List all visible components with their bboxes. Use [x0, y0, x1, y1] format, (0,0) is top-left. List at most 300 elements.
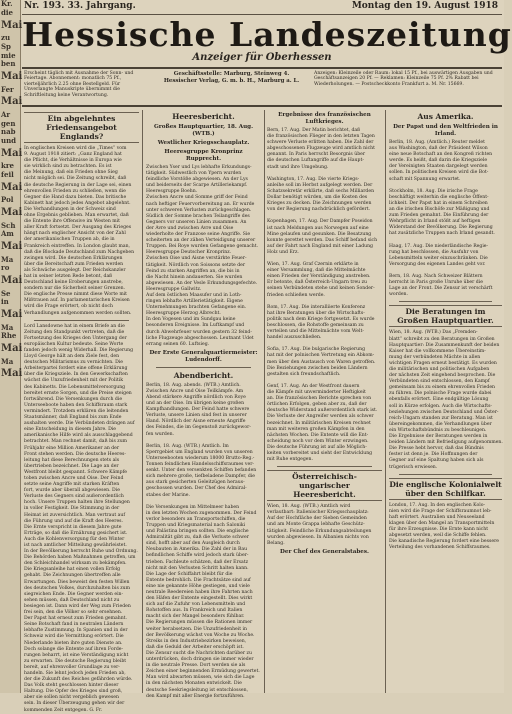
text-line: hat in seiner letzten Rede betont, daß — [24, 273, 113, 279]
text-line: mit Ruhe entgegen. — [267, 457, 313, 463]
text-line: abgeschossenen Flugzeuge wird amtlich nicht — [267, 146, 375, 152]
text-line: worden. — [389, 292, 408, 298]
text-line: nächsten Wochen. Die Entente will die Ent- — [267, 432, 369, 438]
text-line: des Feindes, die im Gegenstoß zurückgewor- — [146, 425, 251, 431]
text-line: in die neutrale Presse. Dort werden sie als — [146, 663, 246, 669]
text-line: rungen beharrt, ist eine Verständigung nicht — [24, 652, 129, 658]
text-line: lebhafte Zustimmung. In Spanien und in der — [24, 628, 128, 634]
text-line: wurden abgewiesen. In Albanien nichts von — [267, 534, 369, 540]
divider — [399, 474, 492, 475]
column-1 — [24, 110, 139, 713]
text-line: aller Kraft fortsetzt. Der Ausgang des Krieges — [24, 225, 132, 231]
text-line: deutsche Seekriegsleitung ist entschlossen, — [146, 687, 249, 693]
column-rule — [385, 110, 386, 693]
edge-text-fragment: Mai — [1, 309, 23, 320]
column-2 — [146, 110, 261, 699]
text-line: lichkeit. Der Papst hat in einem Schreiben — [389, 200, 488, 206]
edge-text-fragment: mie — [1, 50, 16, 60]
text-line: bereitet ernste Sorgen, und die Preise steigen — [24, 390, 132, 396]
text-line: den Schleichhandel wirksam zu bekämpfen. — [24, 561, 127, 567]
text-line: Die Ernte verspricht in diesem Jahre gute — [24, 524, 122, 530]
text-line: trieben. Fachleute schätzen, daß der Ersatz — [146, 559, 249, 565]
text-line: hoch. Unsere Truppen halten ihre Stellungen — [24, 500, 130, 506]
text-line: Erträge, so daß die Ernährung gesichert ist. — [24, 530, 128, 536]
text-line: für ihre Erzeugnisse. Die Ernte kann nicht — [389, 526, 489, 532]
text-line: Lebensmitteln weiter einzuschränken. Die — [389, 255, 488, 261]
edge-text-fragment: kre — [1, 161, 14, 171]
signature: Der Erste Generalquartiermeister: Ludendorff. — [149, 349, 258, 363]
text-line: Bern, 17. Aug. Der Matin berichtet, daß — [267, 128, 361, 133]
edge-text-fragment: Ma — [1, 254, 14, 264]
publication-info-bar — [22, 67, 502, 107]
text-line: Heeresgruppe Herzog Albrecht. — [146, 311, 221, 317]
text-line: amerikanische Hilfe wird als ausschlaggebend — [24, 433, 133, 439]
masthead-title: Hessische Landeszeitung — [22, 15, 512, 54]
text-line: Frühjahr eine Million Amerikaner an der — [24, 445, 120, 451]
text-line: Fortsetzung des Krieges den Untergang der — [24, 335, 127, 341]
text-line: und an der Oise. Im übrigen keine großen — [146, 401, 245, 407]
text-line: Der Papst hat erneut zum Frieden gemahnt. — [24, 616, 127, 622]
text-line: befindlichen Schiffe wird jedoch stark über- — [146, 553, 249, 559]
section-heading: Ergebnisse des französischen Luftkrieges. — [278, 112, 371, 125]
text-line: Berlin, 18. Aug. abends. (WTB.) Amtlich. — [146, 382, 241, 388]
text-line: Stockholm, 18. Aug. Die irische Frage — [389, 188, 478, 194]
text-line: In den Vogesen und im Sundgau keine — [146, 317, 236, 323]
text-line: verteilen und die Mittelmächte vom Welt- — [267, 329, 364, 335]
text-line: zum Frieden gemahnt. Die Einführung der — [389, 213, 489, 219]
text-line: und Palästina bringen sollten. Die englische — [146, 529, 249, 535]
text-line: trügerisch erwiesen. — [389, 464, 438, 470]
text-line: Krieges zu decken. Die Zeichnungen werden — [267, 201, 372, 207]
text-line: beschlossen, die Rohstoffe gemeinsam zu — [267, 323, 364, 328]
text-line: klagen über den Mangel an Transportmitteln — [389, 520, 495, 526]
text-line: Wehrpflicht in Irland stößt auf heftigen — [389, 219, 481, 225]
text-line: Haag, 17. Aug. Die niederländische Regie- — [389, 243, 489, 249]
text-line: herrscht in Paris große Unruhe über die — [389, 280, 483, 286]
text-line: soll in Kürze erfolgen. Auch die Wirtschafts- — [389, 403, 492, 409]
text-line: Entente bedrohlich. Die Frachtsätze sind auf — [146, 577, 251, 583]
text-line: Schatzsekretär erklärte, daß sechs Milliarden — [267, 188, 375, 194]
text-line: sondern nur die Sicherheit seiner Grenzen. — [24, 286, 126, 292]
text-line: senkt. Unter den versenkten Schiffen befanden — [146, 468, 257, 474]
text-line: Schweiz wird die Vermittlung erörtert. Die — [24, 634, 124, 640]
subscription-info: Erscheint täglich mit Ausnahme der Sonn- und Feiertage. Abonnement: monatlich 75 Pf., vierteljährlich 2.25 ohne Bestellgeld. Für Unverlangte Manuskripte übernimmt die Schriftleitung keine Verantwortung. — [24, 71, 134, 98]
text-line: Neubauten in Amerika. Die Zahl der in Bau — [146, 547, 248, 553]
edge-text-fragment: Ma — [1, 322, 14, 332]
text-line: besiegen ist. Dann wird der Weg zum Frieden — [24, 603, 131, 609]
text-line: Mine gelaufen und gesunken. Die Besatzung — [267, 231, 372, 237]
text-line: des deutschen Volkes, durchzuhalten bis zum — [24, 585, 130, 591]
text-line: kommenden Zeit entgegen. G. Fr. — [24, 707, 103, 713]
edge-text-fragment: feil — [1, 170, 14, 179]
text-line: vermindert. Trotzdem erklären die leitenden — [24, 408, 129, 414]
text-line: Die Verluste der Angreifer werden als schwer — [267, 414, 374, 420]
text-line: gehabt. Die Zeichnungen übertreffen alle — [24, 573, 121, 579]
text-line: Heeresgruppe Boehn. — [146, 189, 198, 195]
text-line: scheidung noch vor dem Winter erzwingen. — [267, 438, 369, 444]
text-line: in den nächsten Monaten entwickelt. Die — [146, 681, 242, 687]
article-headline: Die Beratungen im Großen Hauptquartier. — [389, 305, 502, 327]
text-line: mung der verbündeten Mächte in allen — [389, 354, 481, 360]
edge-text-fragment: Mai — [1, 147, 23, 159]
text-line: errang seinen 60. Luftsieg. — [146, 341, 210, 347]
text-line: nien wird die Frage der Schiffsraumnot leb- — [389, 508, 492, 514]
text-line: Man wird abwarten müssen, wie sich die Lage — [146, 675, 255, 681]
text-line: haft erörtert. Australien und Neuseeland — [389, 514, 485, 520]
article-headline: Österreichisch-ungarischer Heeresbericht. — [267, 470, 382, 501]
text-line: Truppen und Kriegsmaterial nach Saloniki — [146, 522, 246, 528]
text-line: hängt nach englischer Ansicht von der Zahl — [24, 231, 126, 237]
text-line: Gegners vor unseren Linien zusammen. An — [146, 219, 247, 225]
text-line: wächst die Unzufriedenheit mit der Politik — [24, 378, 123, 384]
text-line: der Vereinigten Staaten dargelegt werden — [389, 164, 488, 170]
text-line: fen wurden. — [146, 431, 175, 437]
text-line: Heeresgruppe Deutscher Kronprinz. — [146, 250, 232, 256]
text-line: Die Zensur sucht die Nachrichten darüber zu — [146, 650, 252, 656]
text-line: genannt. In Paris herrscht Besorgnis über — [267, 152, 366, 158]
text-line: Gegner die Hand dazu bieten. Das britische — [24, 194, 127, 200]
text-line: siegreichen Ende. Die Gegner werden ein- — [24, 591, 124, 597]
text-line: sich mehrere große, tiefbeladene Dampfer, die — [146, 474, 256, 480]
text-line: Deutschland keine Eroberungen anstrebe, — [24, 280, 123, 286]
text-line: liche Flugzeuge abgeschossen. Leutnant Udet — [146, 335, 254, 341]
text-line: tätigkeit. Nördlich von Soissons setzte der — [146, 262, 246, 268]
text-line: man mit weiteren großen Kämpfen in den — [267, 426, 365, 432]
text-line: abgesetzt werden, weil die Schiffe fehlen. — [389, 533, 487, 539]
text-line: London, 17. Aug. In den englischen Kolo- — [389, 502, 486, 508]
article-headline: Ein abgelehntes Friedensangebot Englands? — [24, 112, 139, 143]
text-line: eine Entscheidung in diesem Jahre. Die — [24, 427, 116, 433]
edge-text-fragment: Mai — [1, 275, 23, 286]
text-line: blatt“ schreibt zu den Beratungen im Großen — [389, 336, 495, 342]
text-line: ehrenvollen Frieden zu schließen, wenn die — [24, 188, 126, 194]
text-line: unterdrücken, doch dringen sie immer wieder — [146, 657, 254, 663]
text-line: Die Regierungen müssen die Rationen immer — [146, 620, 253, 626]
text-line: scheiterten an der zähen Verteidigung unserer — [146, 238, 256, 244]
edge-text-fragment: nab — [1, 127, 16, 137]
text-line: beziehungen zwischen Deutschland und Öster- — [389, 409, 499, 415]
text-line: Unternehmungen brachten Gefangene ein. — [146, 305, 247, 311]
text-line: ein Wirtschaftsbündnis zu beschleunigen. — [389, 427, 487, 433]
text-line: Südlich der Somme brachen Teilangriffe des — [146, 213, 250, 219]
edge-text-fragment: ben — [1, 59, 16, 69]
text-line: bezeichnet. In militärischen Kreisen rechnet — [267, 420, 371, 426]
text-line: nicht mit den Verlusten Schritt halten kann. — [146, 565, 249, 571]
text-line: Streiks in den Industriebezirken beweisen, — [146, 638, 247, 644]
text-line: gemeinsam bis zu einem ehrenvollen Frieden — [389, 385, 495, 391]
text-line: Kopenhagen, 17. Aug. Der Dampfer Poseidon — [267, 219, 373, 225]
text-line: an. Die französischen Berichte sprechen von — [267, 396, 372, 402]
text-line: auf der Fahrt nach England mit einer Ladung — [267, 243, 373, 249]
text-line: Washington, 17. Aug. Die vierte Kriegs- — [267, 176, 360, 182]
text-line: Zeichen einer beginnenden Ermüdung gewertet. — [146, 669, 260, 675]
text-line: Hand. Nördlich der Aisne erneute Angriffe — [146, 419, 246, 425]
article-body — [389, 330, 502, 470]
text-line: Tonnen feindlichen Handelsschiffsraumes ver- — [146, 462, 254, 468]
article-body — [389, 140, 502, 298]
text-line: sehen müssen, daß Deutschland nicht zu — [24, 597, 120, 603]
text-line: neutrale Reedereien haben ihre Fahrten nach — [146, 590, 253, 595]
text-line: Genf, 17. Aug. An der Westfront dauern — [267, 383, 360, 389]
text-line: sind, hofft aber auf den Ausgleich durch — [146, 541, 240, 547]
text-line: hat mit der polnischen Vertretung ein Abkom- — [267, 353, 375, 359]
text-line: Die Versenkungen im Mittelmeer haben — [146, 504, 240, 510]
text-line: Hauptquartier: Die Zusammenkunft der beiden — [389, 342, 500, 348]
article-body — [24, 146, 139, 317]
edge-text-fragment: Sp — [1, 41, 11, 51]
article-body — [24, 324, 139, 714]
text-line: Lage an der Front. Die Zensur ist verschärft — [389, 286, 493, 292]
text-line: als Schwäche ausgelegt. Der Reichskanzler — [24, 267, 126, 273]
text-line: betrachtet. Man rechnet damit, daß bis zum — [24, 439, 128, 445]
edge-text-fragment: Mai — [1, 343, 23, 354]
article-body — [146, 383, 261, 700]
text-line: handel auszuschließen. — [267, 335, 322, 341]
text-line: Die Behörden haben Maßnahmen getroffen, um — [24, 555, 136, 561]
text-line: Wien, 17. Aug. Graf Czernin erklärte in — [267, 262, 359, 268]
issue-date: Montag den 19. August 1918 — [351, 1, 498, 11]
text-line: abgewiesen. An der Vesle Erkundungsgefechte. — [146, 280, 258, 286]
text-line: die deutschen Luftangriffe auf die Haupt- — [267, 158, 364, 164]
text-line: nach heftiger Feuervorbereitung an. Er wurde — [146, 201, 255, 207]
text-line: rung hat beschlossen, die Ausfuhr von — [389, 249, 479, 255]
text-line: Die Verhandlungen in der Schweiz sind — [24, 206, 116, 212]
text-line: Zwischen Ancre und Somme griff der Feind — [146, 195, 248, 201]
text-line: fort, wurde aber überall abgewiesen. Die — [24, 488, 120, 494]
text-line: Die Lage der Schiffahrt bleibt für die — [146, 571, 233, 577]
text-line: feindliche Vorstöße abgewiesen. An der Lys — [146, 177, 248, 183]
column-rule — [264, 110, 265, 693]
text-line: ist nach amtlicher Mitteilung gewährleistet. — [24, 543, 127, 548]
text-line: die Führung und auf die Kraft des Heeres. — [24, 518, 123, 524]
text-line: Die Ergebnisse der Beratungen werden in — [389, 434, 488, 440]
text-line: die Nacht hinein andauerten. Sie wurden — [146, 274, 243, 280]
text-line: weiter herabsetzen. Die Unzufriedenheit in — [146, 626, 247, 632]
text-line: Holz und Erz. — [267, 249, 299, 255]
text-line: deutschen Militarismus zu vernichten. Die — [24, 360, 123, 366]
text-line: Abend stärkere Angriffe nördlich von Roye — [146, 395, 246, 400]
text-line: stabes der Marine. — [146, 492, 190, 498]
text-line: men über den Austausch von Waren getroffen. — [267, 359, 376, 365]
text-line: Verluste, unsere Linien sind fest in unserer — [146, 413, 247, 419]
text-line: über die Bereitschaft zum Frieden werden — [24, 261, 124, 267]
divider — [277, 466, 372, 467]
edge-text-fragment: Mai — [1, 19, 23, 31]
text-line: beschäftigt weiterhin die englische Öffent- — [389, 194, 489, 200]
edge-text-fragment: Ar — [1, 109, 11, 119]
text-line: Frankreich eintreffen. In London glaubt man, — [24, 243, 131, 249]
text-line: daß die Geduld der Arbeiter erschöpft ist. — [146, 644, 244, 650]
edge-text-fragment: Am — [1, 229, 14, 239]
text-line: zu erwarten. Die deutsche Regierung bleibt — [24, 658, 127, 664]
text-line: Unterseeboote haben den Schiffsraum stark — [24, 402, 128, 408]
text-line: Auf dem östlichen Maasufer und in Loth- — [146, 292, 242, 298]
text-line: Feind zu starken Angriffen an, die bis in — [146, 268, 240, 274]
text-line: sie wirklich sind zu betrachten. Es ist — [24, 164, 112, 170]
edge-text-fragment: Mai — [1, 241, 23, 252]
text-line: Seine Botschaft fand in neutralen Ländern — [24, 622, 124, 628]
text-line: von der Regierung nachdrücklich gefördert. — [267, 207, 371, 213]
text-line: Die Presse hebt hervor, daß das Bündnis — [389, 446, 484, 452]
text-line: Zwischen Yser und Lys lebhafte Erkundungs- — [146, 165, 252, 170]
edge-text-fragment: in — [1, 297, 9, 307]
text-line: Sofia, 17. Aug. Die bulgarische Regierung — [267, 347, 366, 353]
text-line: über die Kriegsziele. In den Gewerkschaften — [24, 372, 128, 378]
text-line: die Pflicht, die Verhältnisse in Europa wie — [24, 158, 122, 164]
edge-text-fragment: Mai — [1, 207, 23, 218]
divider — [156, 367, 251, 368]
text-line: den Häfen der Entente eingestellt. Dies wirkt — [146, 596, 253, 602]
text-line: reich-Ungarn standen zur Beratung. Man ist — [389, 415, 493, 421]
edge-text-fragment: Mai — [1, 181, 23, 193]
text-line: Heeresgruppe Gallwitz. — [146, 286, 202, 292]
section-heading: Der Papst und den Weltfrieden in Irland. — [393, 124, 498, 137]
issue-number: Nr. 193. 33. Jahrgang. — [24, 1, 136, 11]
text-line: aber sie sollen nicht vergeblich gewesen — [24, 695, 119, 701]
text-line: Verhandlungen aufgenommen werden sollten. — [24, 310, 132, 316]
text-line: den Kampf mit aller Energie fortzuführen. — [146, 693, 245, 699]
text-line: aus Washington, daß der Präsident Wilson — [389, 146, 488, 152]
text-line: Berlin, 18. Aug. (WTB.) Amtlich. Im — [146, 443, 229, 449]
edge-text-fragment: Se — [1, 288, 11, 298]
text-line: gestalten sich freundschaftlich. — [267, 371, 341, 377]
edge-text-fragment: die — [1, 7, 14, 17]
text-line: Belang. — [267, 540, 285, 546]
dateline-sub: Großes Hauptquartier, 18. Aug. (WTB.) — [153, 124, 254, 137]
text-line: die Entente ihre Offensive im Westen mit — [24, 219, 120, 225]
text-line: Staatsmänner, daß England bis zum Ende — [24, 415, 122, 421]
text-line: der amerikanischen Truppen ab, die in — [24, 237, 115, 243]
text-line: Kaiser hat die vollkommene Übereinstim- — [389, 348, 486, 354]
text-line: setzte seine Angriffe mit starken Kräften — [24, 482, 120, 488]
text-line: tätigkeit. Südwestlich von Ypern wurden — [146, 171, 242, 177]
text-line: deutsche Widerstand außerordentlich stark ist. — [267, 408, 378, 414]
text-line: Gegner auf eine Spaltung haben sich als — [389, 458, 484, 464]
text-line: ebenfalls erörtert. Eine endgültige Lösung — [389, 397, 489, 403]
publisher-info — [154, 71, 309, 103]
text-line: der Avre und zwischen Avre und Oise — [146, 225, 234, 231]
text-line: Arbeiterpartei fordert eine offene Erklärung — [24, 366, 128, 372]
text-line: ringen lebhafte Artillerietätigkeit. Eigene — [146, 299, 243, 305]
text-line: Lloyd George hält an dem Ziele fest, den — [24, 354, 120, 360]
text-line: Mißtrauen auf. In parlamentarischen Kreisen — [24, 298, 130, 304]
text-line: Dollar benötigt würden, um die Kosten des — [267, 195, 368, 201]
text-line: Kabinett hat jedoch jedes Angebot abgelehnt. — [24, 200, 131, 206]
text-line: bereit, auf ehrenvoller Grundlage zu ver- — [24, 664, 120, 670]
text-line: beiden Ländern mit Befriedigung aufgenommen. — [389, 440, 503, 446]
text-line: Kampfhandlungen. Der Feind hatte schwere — [146, 407, 250, 413]
text-line: Berlin, 18. Aug. (Amtlich.) Reuter meldet — [389, 140, 485, 145]
advertising-info: Anzeigen: Kleinzeile oder Raum: lokal 15 Pf., bei auswärtigen Ausgaben und Geschäftsanzeigen 20 Pf. — Reklamen: Kleinzeile 75 Pf. 2% Rabatt bei Wiederholungen. — Postscheckkonto Frankfurt a. M. Nr. 15669. — [314, 71, 493, 87]
text-line: die Meinung, daß ein Frieden ohne Sieg — [24, 170, 118, 176]
text-line: einen Frieden der Verständigung anstreben. — [267, 274, 371, 280]
text-line: an die irischen Bischöfe zur Mäßigung und — [389, 207, 490, 213]
text-line: Er betonte, daß Österreich-Ungarn treu zu — [267, 280, 367, 286]
edge-text-fragment: gen — [1, 118, 16, 128]
text-line: schaft mit Spannung erwartet. — [389, 176, 461, 182]
text-line: nicht möglich sei. Die Zeitung schreibt, daß — [24, 176, 127, 182]
article-headline: Die englische Kolonialwelt über den Schilfkar. — [389, 479, 502, 498]
edge-text-fragment: Pol — [1, 195, 14, 205]
text-line: daß die Blockade Deutschland zum Nachgeben — [24, 249, 135, 255]
text-line: übereingekommen, die Verhandlungen über — [389, 421, 492, 427]
edge-text-fragment: ro — [1, 263, 10, 273]
edge-text-fragment: Ma — [1, 356, 14, 366]
text-line: wird die Frage erörtert, ob nicht doch — [24, 304, 113, 310]
text-line: der Bevölkerung wächst von Woche zu Woche. — [146, 632, 255, 638]
text-line: Die englische Presse nimmt diese Worte mit — [24, 292, 128, 298]
text-line: verlor besonders an Transportschiffen, die — [146, 516, 246, 522]
text-line: wiederholte der Franzose seine Angriffe. Sie — [146, 232, 251, 238]
text-line: Widerstand der Bevölkerung. Die Regierung — [389, 225, 493, 231]
text-line: zu führen. Die polnische Frage wurde dabei — [389, 391, 492, 397]
text-line: konnte gerettet werden. Das Schiff befand sich — [267, 237, 378, 243]
article-headline: Aus Amerika. — [417, 112, 474, 121]
text-line: des Kabinetts. Die Lebensmittelversorgung — [24, 384, 126, 390]
article-body — [267, 128, 382, 463]
text-line: seinen Verbündeten stehe und keinen Sonder- — [267, 286, 375, 292]
text-line: politik nach dem Kriege fortgesetzt. Es wurde — [267, 316, 375, 322]
text-line: Erwartungen. Dies beweist den festen Willen — [24, 579, 130, 585]
section-heading: Heeresgruppe Kronprinz Rupprecht. — [164, 149, 243, 162]
text-line: Verbündeten sind entschlossen, den Kampf — [389, 379, 490, 385]
text-line: der nächsten Zeit eingehend besprochen. Die — [389, 373, 496, 379]
text-line: tätigkeit. Feindliche Erkundungsabteilungen — [267, 528, 372, 534]
text-line: Sperrgebiet um England wurden von unseren — [146, 449, 253, 455]
text-line: anleihe soll im Herbst aufgelegt werden. Der — [267, 182, 373, 188]
text-line: Die deutsche Führung ist auf alle Möglich- — [267, 444, 367, 450]
text-line: handeln. Sie lehnt jedoch jeden Frieden ab, — [24, 670, 126, 676]
text-line: sich auf die Zufuhr von Lebensmitteln und — [146, 602, 246, 608]
text-line: In der Bevölkerung herrscht Ruhe und Ordnung. — [24, 549, 138, 555]
text-line: Die kanadische Regierung fordert eine bessere — [389, 539, 500, 545]
text-line: In englischen Kreisen wird die „Times“ vom — [24, 146, 127, 151]
masthead-subtitle: Anzeiger für Oberhessen — [192, 52, 332, 63]
text-line: hat ihre Beratungen über die Wirtschafts- — [267, 310, 365, 316]
text-line: Niederlande bieten ihre guten Dienste an. — [24, 640, 123, 646]
text-line: Auch die Kohlenversorgung für den Winter — [24, 536, 125, 542]
column-3 — [267, 110, 382, 693]
text-line: stadt und ihre Umgebung. — [267, 164, 329, 170]
text-line: einer Versammlung, daß die Mittelmächte — [267, 268, 366, 274]
text-line: sein. In dieser Überzeugung gehen wir der — [24, 701, 125, 707]
edge-text-fragment: Rhe — [1, 331, 17, 341]
text-line: Wien, 18. Aug. (WTB.) Amtlich wird — [267, 504, 351, 510]
text-line: die militärischen und politischen Aufgaben — [389, 367, 490, 372]
text-line: Zeitung den Standpunkt vertreten, daß die — [24, 329, 125, 335]
section-heading: Westlicher Kriegsschauplatz. — [157, 140, 250, 146]
article-headline: Heeresbericht. — [172, 112, 235, 121]
text-line: frieden schließen werde. — [267, 292, 325, 298]
text-line: die deutsche Regierung in der Lage sei, einen — [24, 182, 132, 188]
text-line: übertrieben bezeichnet. Die Lage an der — [24, 463, 119, 469]
edge-text-fragment: Mai — [1, 368, 23, 380]
divider — [34, 320, 129, 321]
column-rule — [142, 110, 143, 693]
text-line: die Kämpfe mit unverminderter Heftigkeit — [267, 390, 366, 396]
edge-text-fragment: und — [1, 136, 17, 145]
text-line: Rohstoffen aus. In Frankreich und Italien — [146, 608, 243, 614]
text-line: aus stark gesicherten Geleitzügen heraus- — [146, 480, 245, 486]
text-line: Verteilung des vorhandenen Schiffsraumes. — [389, 545, 491, 551]
text-line: in voller Festigkeit. Die Stimmung in der — [24, 506, 120, 512]
edge-text-fragment: Kr. — [1, 0, 13, 8]
edge-text-fragment: Sch — [1, 220, 16, 230]
text-line: Das Volk steht geschlossen hinter dieser — [24, 683, 119, 689]
text-line: sollen. In politischen Kreisen wird die Bot- — [389, 170, 489, 176]
text-line: Zwischen Ancre und Oise Teilkämpfe. Am — [146, 388, 244, 394]
divider — [399, 301, 492, 302]
